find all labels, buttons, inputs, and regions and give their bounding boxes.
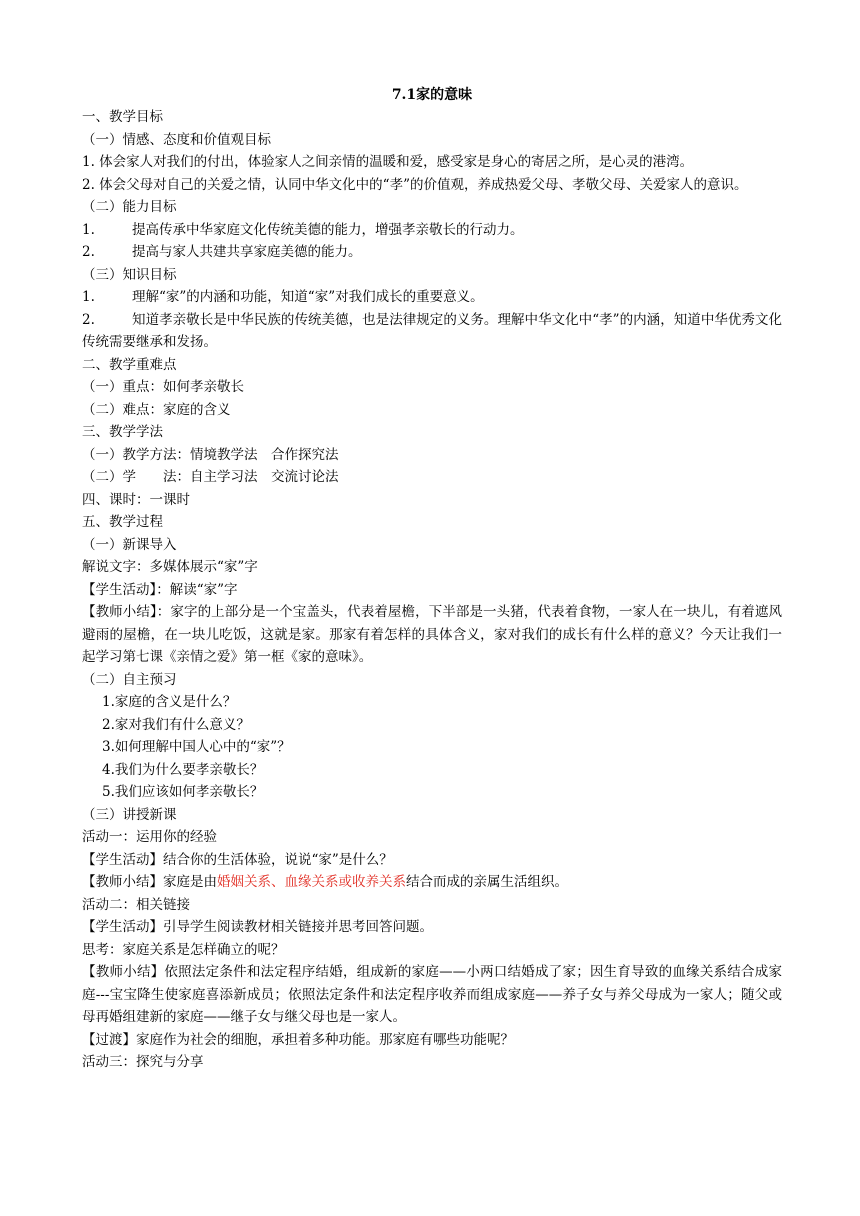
ability-goal-1-text: 提高传承中华家庭文化传统美德的能力，增强孝亲敬长的行动力。 bbox=[132, 221, 524, 238]
key-point: （一）重点：如何孝亲敬长 bbox=[82, 379, 244, 395]
activity-3-heading: 活动三：探究与分享 bbox=[82, 1054, 204, 1070]
preview-question: 1.家庭的含义是什么？ bbox=[102, 694, 237, 710]
learning-method: （二）学 法：自主学习法 交流讨论法 bbox=[82, 469, 339, 485]
preview-question: 2.家对我们有什么意义？ bbox=[102, 716, 250, 733]
subsection-heading-teaching: （三）讲授新课 bbox=[82, 806, 177, 823]
ability-goal-2 bbox=[82, 241, 782, 264]
knowledge-goal-2-text: 知道孝亲敬长是中华民族的传统美德，也是法律规定的义务。理解中华文化中“孝”的内涵，知道中华优秀文化传统需要继承和发扬。 bbox=[82, 311, 782, 350]
activity-1-teacher bbox=[82, 871, 782, 894]
activity-1-teacher-prefix: 【教师小结】家庭是由 bbox=[82, 874, 217, 890]
emotion-goal-2: 2. 体会父母对自己的关爱之情，认同中华文化中的“孝”的价值观，养成热爱父母、孝敬父母、关爱家人的意识。 bbox=[82, 176, 748, 193]
activity-2-student: 【学生活动】引导学生阅读教材相关链接并思考回答问题。 bbox=[82, 919, 433, 935]
activity-2-teacher: 【教师小结】依照法定条件和法定程序结婚，组成新的家庭——小两口结婚成了家；因生育导致的血缘关系结合成家庭---宝宝降生使家庭喜添新成员；依照法定条件和法定程序收养而组成家庭——养子女与养父母成为一家人；随父或母再婚组建新的家庭——继子女与继父母也是一家人。 bbox=[82, 964, 782, 1025]
ability-goal-1 bbox=[82, 219, 782, 242]
subsection-heading-intro: （一）新课导入 bbox=[82, 536, 177, 553]
knowledge-goal-1 bbox=[82, 286, 782, 309]
transition-text: 【过渡】家庭作为社会的细胞，承担着多种功能。那家庭有哪些功能呢？ bbox=[82, 1031, 514, 1048]
subsection-heading-ability: （二）能力目标 bbox=[82, 199, 177, 215]
knowledge-goal-2 bbox=[82, 309, 782, 354]
ability-goal-2-number: 2. bbox=[82, 244, 95, 260]
section-heading-process: 五、教学过程 bbox=[82, 514, 163, 530]
knowledge-goal-1-number: 1. bbox=[82, 289, 95, 305]
document-page bbox=[82, 84, 782, 1074]
subsection-heading-knowledge: （三）知识目标 bbox=[82, 266, 177, 283]
preview-question: 3.如何理解中国人心中的“家”？ bbox=[102, 739, 291, 755]
ability-goal-1-number: 1. bbox=[82, 221, 95, 238]
section-heading-methods: 三、教学学法 bbox=[82, 424, 163, 440]
activity-2-think: 思考：家庭关系是怎样确立的呢？ bbox=[82, 941, 285, 958]
section-heading-hours: 四、课时：一课时 bbox=[82, 491, 190, 508]
document-title: 7.1家的意味 bbox=[391, 87, 473, 103]
activity-2-heading: 活动二：相关链接 bbox=[82, 896, 190, 913]
preview-question: 5.我们应该如何孝亲敬长？ bbox=[102, 784, 264, 800]
section-heading-goals: 一、教学目标 bbox=[82, 109, 163, 125]
activity-1-heading: 活动一：运用你的经验 bbox=[82, 829, 217, 845]
activity-1-teacher-highlight: 婚姻关系、血缘关系或收养关系 bbox=[217, 874, 406, 890]
knowledge-goal-1-text: 理解“家”的内涵和功能，知道“家”对我们成长的重要意义。 bbox=[132, 289, 484, 305]
student-activity-1: 【学生活动】：解读“家”字 bbox=[82, 581, 238, 598]
teacher-summary-1: 【教师小结】：家字的上部分是一个宝盖头，代表着屋檐，下半部是一头猪，代表着食物，一家人在一块儿，有着遮风避雨的屋檐，在一块儿吃饭，这就是家。那家有着怎样的具体含义，家对我们的成长有什么样的意义？今天让我们一起学习第七课《亲情之爱》第一框《家的意味》。 bbox=[82, 604, 782, 665]
activity-1-teacher-suffix: 结合而成的亲属生活组织。 bbox=[406, 874, 568, 890]
emotion-goal-1: 1. 体会家人对我们的付出，体验家人之间亲情的温暖和爱，感受家是身心的寄居之所，是心灵的港湾。 bbox=[82, 154, 694, 170]
difficult-point: （二）难点：家庭的含义 bbox=[82, 401, 231, 418]
subsection-heading-emotion: （一）情感、态度和价值观目标 bbox=[82, 131, 271, 148]
subsection-heading-preview: （二）自主预习 bbox=[82, 671, 177, 688]
knowledge-goal-2-number: 2. bbox=[82, 311, 95, 328]
ability-goal-2-text: 提高与家人共建共享家庭美德的能力。 bbox=[132, 244, 362, 260]
intro-text: 解说文字：多媒体展示“家”字 bbox=[82, 559, 258, 575]
teaching-method: （一）教学方法：情境教学法 合作探究法 bbox=[82, 446, 339, 463]
activity-1-student: 【学生活动】结合你的生活体验，说说“家”是什么？ bbox=[82, 851, 393, 868]
preview-question: 4.我们为什么要孝亲敬长？ bbox=[102, 761, 264, 778]
section-heading-key-points: 二、教学重难点 bbox=[82, 356, 177, 373]
